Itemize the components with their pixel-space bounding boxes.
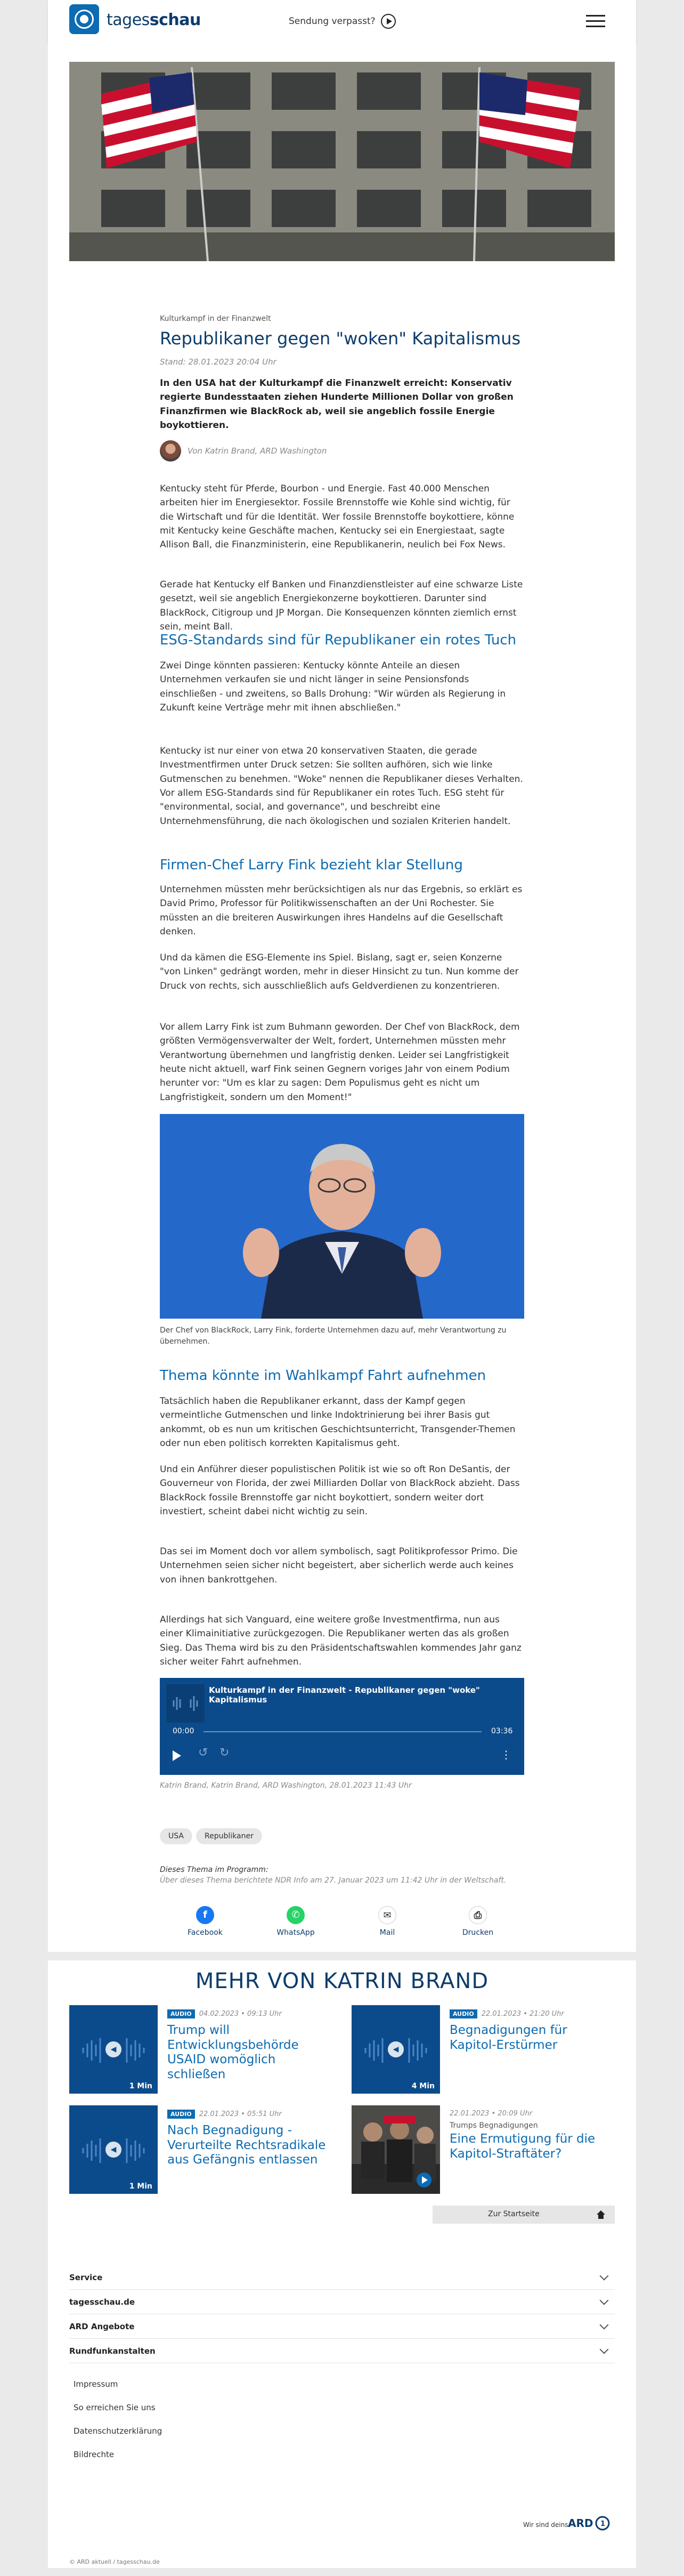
more-title: MEHR VON KATRIN BRAND bbox=[195, 1969, 489, 1993]
share-label: WhatsApp bbox=[276, 1928, 315, 1937]
speaker-icon: ◀ bbox=[388, 2041, 404, 2057]
menu-icon[interactable] bbox=[586, 15, 605, 29]
section-heading: Firmen-Chef Larry Fink bezieht klar Stellung bbox=[160, 857, 463, 873]
card-date: 22.01.2023 • 05:51 Uhr bbox=[199, 2110, 282, 2118]
share-mail-button[interactable] bbox=[361, 1906, 414, 1937]
card-thumbnail[interactable] bbox=[352, 2005, 440, 2094]
card-meta bbox=[167, 2110, 282, 2119]
footer-section-service[interactable] bbox=[69, 2265, 615, 2290]
brand-wordmark[interactable]: tagesschau bbox=[107, 11, 201, 29]
copyright: © ARD aktuell / tagesschau.de bbox=[69, 2558, 160, 2565]
sendung-verpasst-link[interactable] bbox=[289, 14, 396, 29]
share-label: Facebook bbox=[188, 1928, 223, 1937]
article-author bbox=[160, 440, 524, 462]
author-name[interactable]: Von Katrin Brand, ARD Washington bbox=[188, 446, 327, 456]
share-whatsapp-button[interactable] bbox=[269, 1906, 322, 1937]
card-date: 22.01.2023 • 21:20 Uhr bbox=[481, 2010, 564, 2018]
more-options-icon[interactable]: ⋮ bbox=[501, 1748, 511, 1761]
card-date: 04.02.2023 • 09:13 Uhr bbox=[199, 2010, 282, 2018]
footer-link-privacy[interactable]: Datenschutzerklärung bbox=[74, 2426, 162, 2436]
footer-section-ard-angebote[interactable] bbox=[69, 2314, 615, 2339]
forward-icon[interactable]: ↻ bbox=[219, 1746, 230, 1759]
footer-section-rundfunkanstalten[interactable] bbox=[69, 2339, 615, 2363]
audio-badge: AUDIO bbox=[167, 2110, 195, 2119]
speaker-icon: ◀ bbox=[105, 2041, 121, 2057]
start-label: Zur Startseite bbox=[488, 2210, 540, 2218]
rewind-icon[interactable]: ↺ bbox=[198, 1746, 208, 1759]
paragraph: Kentucky steht für Pferde, Bourbon - und Energie. Fast 40.000 Menschen arbeiten hier im Energiesektor. Fossile Brennstoffe wie Kohle sind wichtig, für die Wirtschaft und für die Identität. Wer fossile Brennstoffe boykottiere, könne mit Kentucky keine Geschäfte machen, Kentucky sei ein Energiestaat, sagte Allison Ball, die Finanzministerin, eine Republikanerin, neulich bei Fox News. bbox=[160, 483, 515, 551]
ard-one-icon bbox=[595, 2516, 610, 2531]
article-topline: Kulturkampf in der Finanzwelt bbox=[160, 314, 271, 323]
paragraph: Das sei im Moment doch vor allem symbolisch, sagt Politikprofessor Primo. Die Unternehmen seien sicher nicht begeistert, aber sicherlich werde auch keines von ihnen bankrottgehen. bbox=[160, 1546, 518, 1585]
card-duration: 1 Min bbox=[129, 2082, 152, 2090]
card-title[interactable]: Nach Begnadigung - Verurteilte Rechtsradikale aus Gefängnis entlassen bbox=[167, 2123, 326, 2167]
card-date: 22.01.2023 • 20:09 Uhr bbox=[450, 2110, 533, 2118]
footer-section-label: Service bbox=[69, 2273, 103, 2282]
tag-republikaner[interactable]: Republikaner bbox=[196, 1828, 262, 1844]
larry-fink-image bbox=[160, 1114, 524, 1319]
ard-claim: Wir sind deins. bbox=[523, 2521, 571, 2529]
audio-total-time: 03:36 bbox=[491, 1727, 513, 1735]
play-circle-icon bbox=[381, 14, 396, 29]
footer-section-tagesschau[interactable] bbox=[69, 2290, 615, 2314]
chevron-down-icon bbox=[600, 2321, 609, 2330]
print-icon: ⎙ bbox=[469, 1906, 487, 1924]
audio-badge: AUDIO bbox=[450, 2009, 477, 2018]
footer-section-label: tagesschau.de bbox=[69, 2297, 135, 2307]
paragraph: Gerade hat Kentucky elf Banken und Finanzdienstleister auf eine schwarze Liste gesetzt, weil sie angeblich Energiekonzerne boykottieren. Darunter sind BlackRock, Citigroup und JP Morgan. Die Konsequenzen könnten ziemlich ernst sein, meint Ball. bbox=[160, 579, 523, 633]
share-label: Mail bbox=[379, 1928, 395, 1937]
site-header bbox=[48, 0, 636, 44]
audio-player bbox=[160, 1678, 524, 1775]
share-facebook-button[interactable] bbox=[178, 1906, 232, 1937]
image-caption: Der Chef von BlackRock, Larry Fink, forderte Unternehmen dazu auf, mehr Verantwortung zu übernehmen. bbox=[160, 1326, 507, 1346]
svg-text:1: 1 bbox=[600, 2520, 606, 2528]
footer-section-label: Rundfunkanstalten bbox=[69, 2346, 156, 2356]
paragraph: Allerdings hat sich Vanguard, eine weitere große Investmentfirma, nun aus einer Klimainitiative zurückgezogen. Die Republikaner werten das als großen Sieg. Das Thema wird bis zu den Präsidentschaftswahlen kommendes Jahr ganz sicher weiter Fahrt aufnehmen. bbox=[160, 1614, 522, 1668]
start-page-button[interactable] bbox=[433, 2206, 615, 2224]
chevron-down-icon bbox=[600, 2296, 609, 2305]
whatsapp-icon: ✆ bbox=[287, 1906, 305, 1924]
home-icon bbox=[596, 2209, 606, 2220]
tagesschau-logo-icon[interactable] bbox=[69, 4, 99, 34]
footer-link-impressum[interactable]: Impressum bbox=[74, 2379, 118, 2389]
card-thumbnail[interactable] bbox=[69, 2105, 158, 2194]
audio-title: Kulturkampf in der Finanzwelt - Republikaner gegen "woke" Kapitalismus bbox=[209, 1685, 480, 1705]
ard-logo[interactable] bbox=[568, 2516, 610, 2531]
section-heading: Thema könnte im Wahlkampf Fahrt aufnehmen bbox=[160, 1368, 486, 1384]
article-stand: Stand: 28.01.2023 20:04 Uhr bbox=[160, 357, 276, 367]
audio-progress-bar[interactable] bbox=[203, 1731, 482, 1732]
article-lead: In den USA hat der Kulturkampf die Finanzwelt erreicht: Konservativ regierte Bundesstaaten ziehen Hunderte Millionen Dollar von großen Finanzfirmen wie BlackRock ab, weil sie angeblich fossile Energie boykottieren. bbox=[160, 378, 514, 431]
paragraph: Vor allem Larry Fink ist zum Buhmann geworden. Der Chef von BlackRock, dem größten Vermögensverwalter der Welt, fordert, Unternehmen müssten mehr Verantwortung übernehmen und langfristig denken. Leider sei Langfristigkeit heute nicht aktuell, warf Fink seinen Gegnern voriges Jahr von einem Podium herunter vor: "Um es klar zu sagen: Dem Populismus geht es nicht um Langfristigkeit, sondern um den Moment!" bbox=[160, 1022, 520, 1103]
paragraph: Zwei Dinge könnten passieren: Kentucky könnte Anteile an diesen Unternehmen verkaufen sie und nicht länger in seine Pensionsfonds einschließen - und zweitens, so Balls Drohung: "Wir würden als Regierung in Zukunft keine Verträge mehr mit ihnen abschließen." bbox=[160, 660, 506, 714]
footer-section-label: ARD Angebote bbox=[69, 2322, 135, 2331]
paragraph: Kentucky ist nur einer von etwa 20 konservativen Staaten, die gerade Investmentfirmen unter Druck setzen: Sie sollten aufhören, sich wie linke Gutmenschen zu benehmen. "Woke" nennen die Republikaner dieses Verhalten. Vor allem ESG-Standards sind für Republikaner ein rotes Tuch. ESG steht für "environmental, social, and governance", und beschreibt eine Unternehmensführung, die nach ökologischen und sozialen Kriterien handelt. bbox=[160, 746, 523, 827]
paragraph: Tatsächlich haben die Republikaner erkannt, dass der Kampf gegen vermeintliche Gutmenschen und linke Indoktrinierung bei ihrer Basis gut ankommt, ob es nun um kritischen Geschichtsunterricht, Transgender-Themen oder nun eben politisch korrekten Kapitalismus geht. bbox=[160, 1396, 516, 1449]
card-thumbnail[interactable] bbox=[352, 2105, 440, 2194]
ard-logo-text: ARD bbox=[568, 2517, 593, 2530]
footer-link-image-rights[interactable]: Bildrechte bbox=[74, 2450, 115, 2459]
play-icon[interactable] bbox=[173, 1750, 181, 1761]
chevron-down-icon bbox=[600, 2272, 609, 2281]
speaker-icon: ◀ bbox=[105, 2142, 121, 2158]
card-meta bbox=[167, 2009, 282, 2018]
card-title[interactable]: Trump will Entwicklungsbehörde USAID womöglich schließen bbox=[167, 2023, 299, 2081]
chevron-down-icon bbox=[600, 2345, 609, 2354]
card-duration: 4 Min bbox=[411, 2082, 435, 2090]
article-headline: Republikaner gegen "woken" Kapitalismus bbox=[160, 328, 521, 349]
audio-thumbnail bbox=[166, 1684, 205, 1723]
audio-credit: Katrin Brand, Katrin Brand, ARD Washington, 28.01.2023 11:43 Uhr bbox=[160, 1781, 412, 1790]
program-text: Über dieses Thema berichtete NDR Info am 27. Januar 2023 um 11:42 Uhr in der Weltschaft. bbox=[160, 1876, 507, 1885]
paragraph: Unternehmen müssten mehr berücksichtigen als nur das Ergebnis, so erklärt es David Primo, Professor für Politikwissenschaften an der Uni Rochester. Sie müssten an die breiteren Auswirkungen ihres Handelns auf die Gesellschaft denken. bbox=[160, 884, 523, 938]
card-meta bbox=[450, 2110, 532, 2118]
tag-usa[interactable]: USA bbox=[160, 1828, 192, 1844]
program-label: Dieses Thema im Programm: bbox=[160, 1866, 268, 1874]
facebook-icon: f bbox=[196, 1906, 214, 1924]
card-title[interactable]: Begnadigungen für Kapitol-Erstürmer bbox=[450, 2023, 567, 2052]
card-kicker: Trumps Begnadigungen bbox=[450, 2121, 538, 2130]
mail-icon: ✉ bbox=[378, 1906, 396, 1924]
card-meta bbox=[450, 2009, 564, 2018]
share-print-button[interactable] bbox=[451, 1906, 504, 1937]
audio-current-time: 00:00 bbox=[173, 1727, 194, 1735]
card-thumbnail[interactable] bbox=[69, 2005, 158, 2094]
audio-badge: AUDIO bbox=[167, 2009, 195, 2018]
paragraph: Und da kämen die ESG-Elemente ins Spiel. Bislang, sagt er, seien Konzerne "von Linken" gedrängt worden, mehr in dieser Hinsicht zu tun. Nun komme der Druck von rechts, sich ausschließlich aufs Geldverdienen zu konzentrieren. bbox=[160, 952, 519, 991]
section-heading: ESG-Standards sind für Republikaner ein rotes Tuch bbox=[160, 632, 517, 648]
card-title[interactable]: Eine Ermutigung für die Kapitol-Straftäter? bbox=[450, 2132, 596, 2161]
sendung-label: Sendung verpasst? bbox=[289, 16, 376, 27]
paragraph: Und ein Anführer dieser populistischen Politik ist wie so oft Ron DeSantis, der Gouverneur von Florida, der zwei Milliarden Dollar von BlackRock abzieht. Dass BlackRock fossile Brennstoffe gar nicht boykottiert, sondern weiter dort investiert, scheint dabei nicht wichtig zu sein. bbox=[160, 1464, 520, 1517]
author-avatar bbox=[160, 440, 181, 462]
share-label: Drucken bbox=[462, 1928, 494, 1937]
card-duration: 1 Min bbox=[129, 2182, 152, 2191]
hero-image-us-flags bbox=[69, 62, 615, 261]
footer-link-contact[interactable]: So erreichen Sie uns bbox=[74, 2403, 156, 2412]
